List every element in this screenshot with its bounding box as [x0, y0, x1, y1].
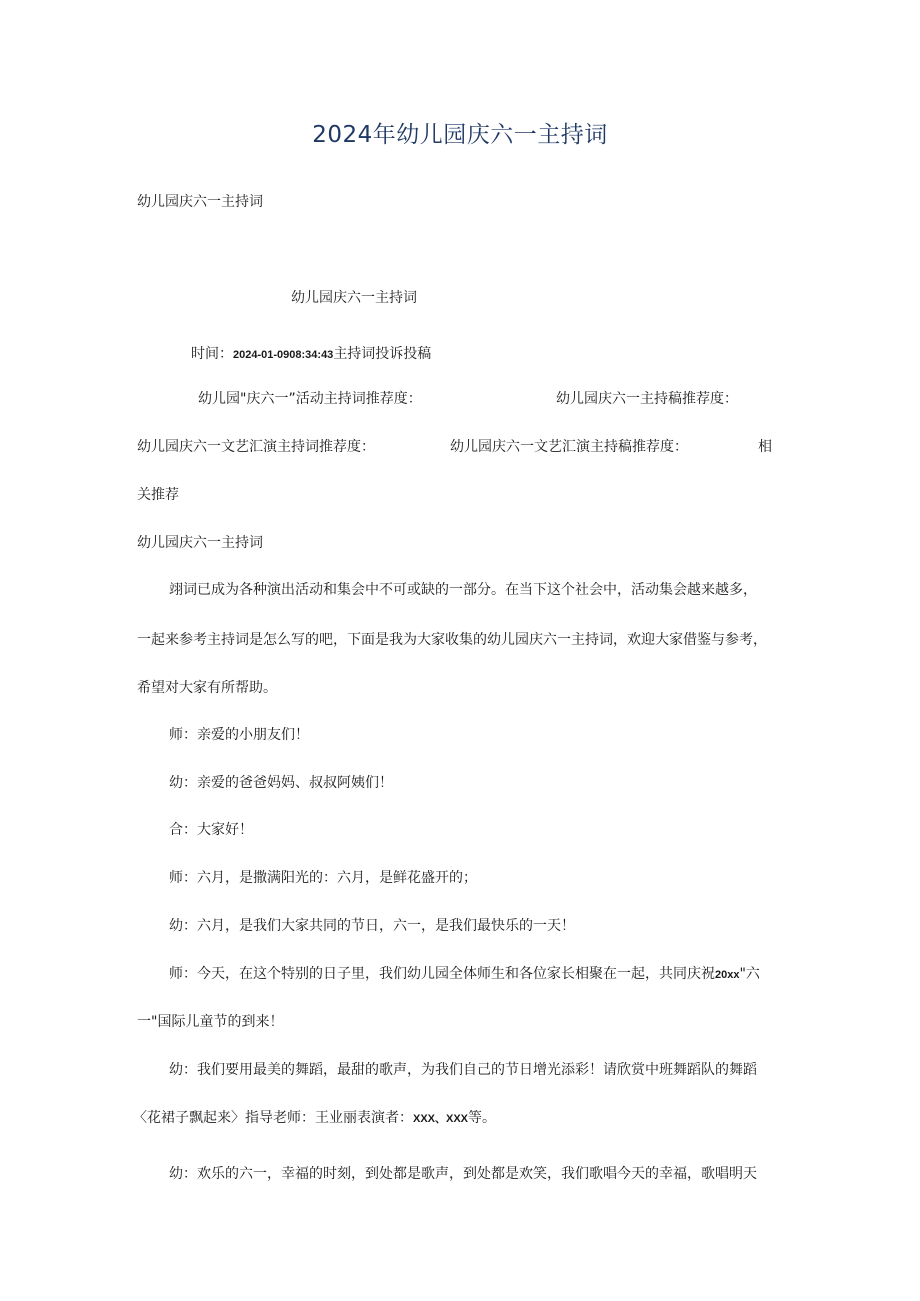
dialog-line: 师：六月，是撒满阳光的：六月，是鲜花盛开的；	[169, 870, 477, 886]
dialog-line: 幼：亲爱的爸爸妈妈、叔叔阿姨们！	[169, 775, 393, 791]
dialog-text: 师：今天，在这个特别的日子里，我们幼儿园全体师生和各位家长相聚在一起，共同庆祝	[169, 966, 715, 982]
dialog-line: 师：亲爱的小朋友们！	[169, 727, 309, 743]
dialog-line: 一"国际儿童节的到来！	[137, 1014, 284, 1030]
dialog-line: 幼：六月，是我们大家共同的节日，六一，是我们最快乐的一天！	[169, 918, 575, 934]
meta-label: 时间：	[191, 346, 233, 362]
dialog-line: 幼：欢乐的六一，幸福的时刻，到处都是歌声，到处都是欢笑，我们歌唱今天的幸福，歌唱明天	[169, 1166, 757, 1182]
meta-line	[191, 344, 431, 365]
dialog-line	[169, 964, 760, 985]
related-label-part1: 相	[758, 439, 772, 455]
dialog-text: 等。	[468, 1110, 497, 1126]
center-heading: 幼儿园庆六一主持词	[291, 290, 417, 306]
subtitle: 幼儿园庆六一主持词	[137, 194, 263, 210]
meta-datetime: 2024-01-0908:34:43	[233, 349, 334, 361]
intro-line-2: 一起来参考主持词是怎么写的吧，下面是我为大家收集的幼儿园庆六一主持词，欢迎大家借鉴与参考，	[137, 632, 767, 648]
year-text: 20xx	[715, 969, 740, 981]
recommend-link-4[interactable]: 幼儿园庆六一文艺汇演主持稿推荐度：	[450, 439, 688, 455]
intro-line-1: 翊词已成为各种演出活动和集会中不可或缺的一部分。在当下这个社会中，活动集会越来越多，	[169, 582, 757, 598]
page-title: 2024年幼儿园庆六一主持词	[312, 122, 608, 148]
intro-line-3: 希望对大家有所帮助。	[137, 680, 277, 696]
recommend-link-3[interactable]: 幼儿园庆六一文艺汇演主持词推荐度：	[137, 439, 375, 455]
meta-rest: 主持词投诉投稿	[333, 346, 432, 362]
dialog-line: 幼：我们要用最美的舞蹈，最甜的歌声，为我们自己的节日增光添彩！请欣赏中班舞蹈队的舞蹈	[169, 1062, 757, 1078]
dialog-text: 〈花裙子飘起来〉指导老师：王业丽表演者：	[133, 1110, 413, 1126]
dialog-line: 合：大家好！	[169, 822, 253, 838]
performer-names: XXX、XXX	[413, 1113, 469, 1125]
dialog-text: "六	[739, 966, 760, 982]
recommend-link-2[interactable]: 幼儿园庆六一主持稿推荐度：	[556, 391, 738, 407]
related-label-part2: 关推荐	[137, 487, 179, 503]
section-heading: 幼儿园庆六一主持词	[137, 535, 263, 551]
dialog-line	[133, 1108, 496, 1129]
recommend-link-1[interactable]: 幼儿园"庆六一”活动主持词推荐度：	[198, 391, 422, 407]
